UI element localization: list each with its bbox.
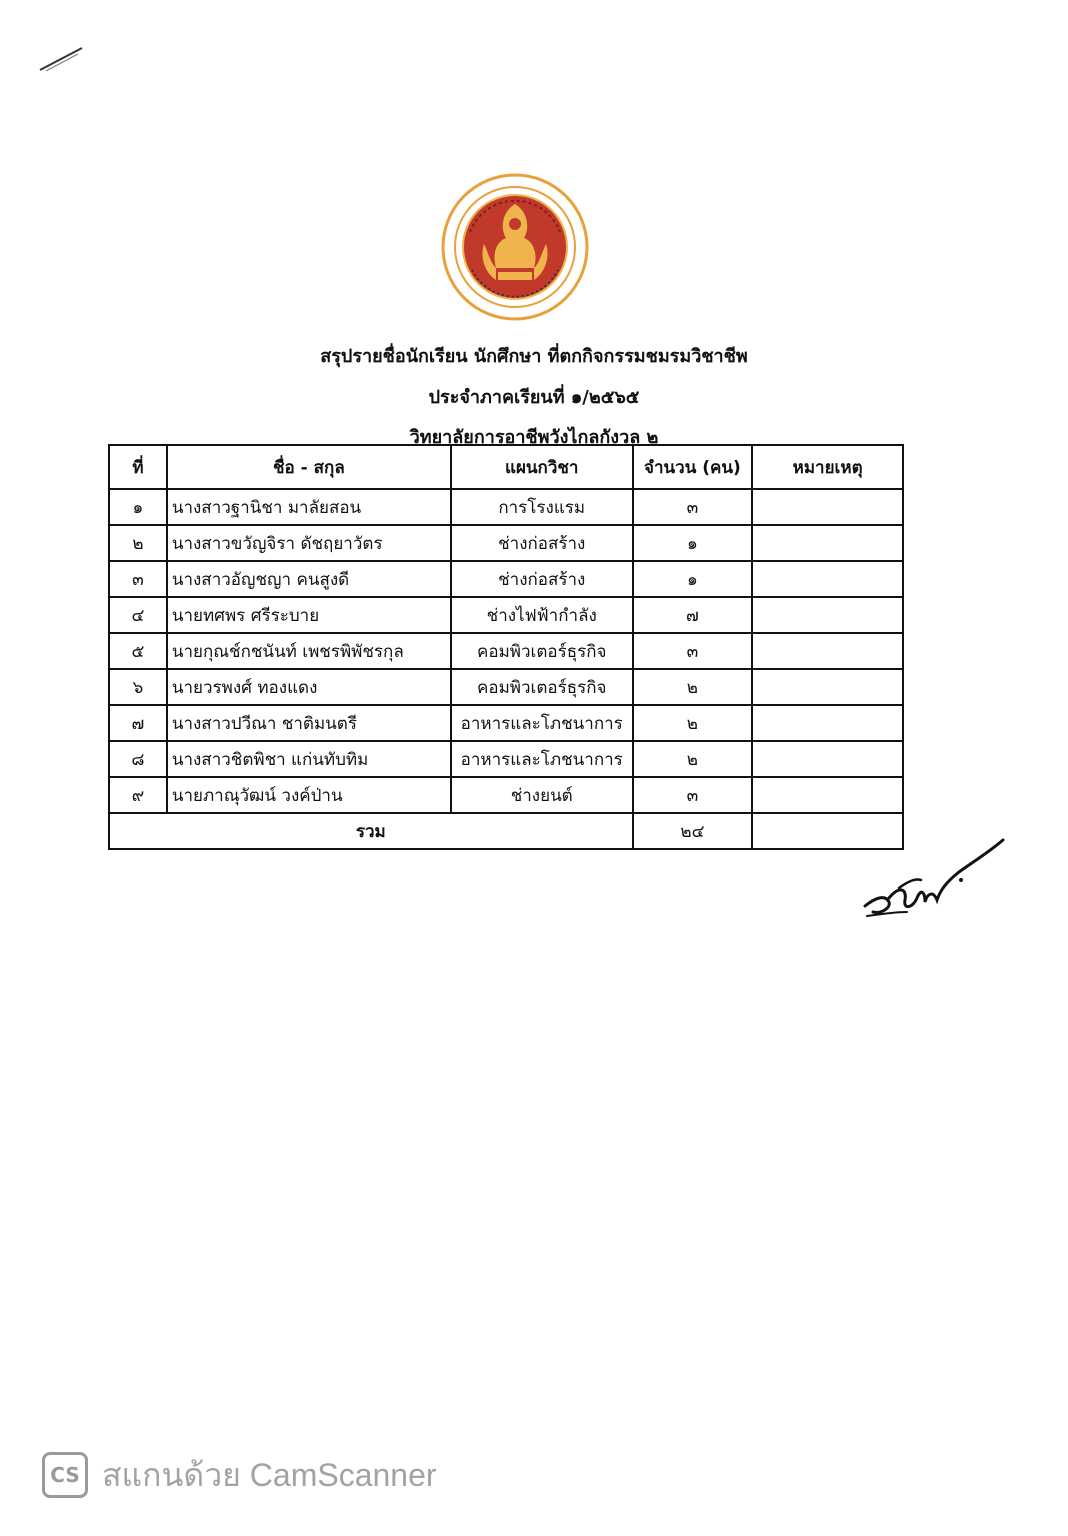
row-name: นางสาวปวีณา ชาติมนตรี: [167, 705, 451, 741]
document-title: สรุปรายชื่อนักเรียน นักศึกษา ที่ตกกิจกรรมชมรมวิชาชีพ: [320, 346, 748, 367]
row-department: การโรงแรม: [451, 489, 633, 525]
table-row: [109, 525, 903, 561]
row-no: ๘: [109, 741, 167, 777]
row-no: ๓: [109, 561, 167, 597]
total-count: ๒๔: [633, 813, 753, 849]
row-department: อาหารและโภชนาการ: [451, 705, 633, 741]
row-no: ๖: [109, 669, 167, 705]
row-count: ๒: [633, 705, 753, 741]
row-remark: [752, 561, 903, 597]
row-count: ๑: [633, 561, 753, 597]
table-row: [109, 669, 903, 705]
row-count: ๒: [633, 669, 753, 705]
camscanner-watermark: [42, 1450, 437, 1500]
column-header-name: ชื่อ - สกุล: [167, 445, 451, 489]
row-remark: [752, 525, 903, 561]
row-no: ๗: [109, 705, 167, 741]
row-remark: [752, 705, 903, 741]
row-remark: [752, 489, 903, 525]
row-no: ๑: [109, 489, 167, 525]
row-remark: [752, 633, 903, 669]
handwritten-signature: [855, 828, 1015, 928]
table-row: [109, 561, 903, 597]
table-row: [109, 705, 903, 741]
row-remark: [752, 777, 903, 813]
camscanner-text: สแกนด้วย CamScanner: [102, 1456, 437, 1493]
row-name: นายกุณช์กชนันท์ เพชรพิพัชรกุล: [167, 633, 451, 669]
row-count: ๓: [633, 633, 753, 669]
column-header-department: แผนกวิชา: [451, 445, 633, 489]
row-department: ช่างก่อสร้าง: [451, 561, 633, 597]
row-count: ๑: [633, 525, 753, 561]
row-department: อาหารและโภชนาการ: [451, 741, 633, 777]
row-department: ช่างยนต์: [451, 777, 633, 813]
table-row: [109, 777, 903, 813]
row-remark: [752, 597, 903, 633]
row-no: ๙: [109, 777, 167, 813]
semester-line: ประจำภาคเรียนที่ ๑/๒๕๖๕: [428, 387, 640, 408]
row-department: คอมพิวเตอร์ธุรกิจ: [451, 669, 633, 705]
column-header-remark: หมายเหตุ: [752, 445, 903, 489]
row-name: นายทศพร ศรีระบาย: [167, 597, 451, 633]
row-no: ๕: [109, 633, 167, 669]
row-name: นายภาณุวัฒน์ วงค์ป่าน: [167, 777, 451, 813]
table-row: [109, 633, 903, 669]
column-header-no: ที่: [109, 445, 167, 489]
college-name: วิทยาลัยการอาชีพวังไกลกังวล ๒: [409, 427, 659, 448]
row-no: ๔: [109, 597, 167, 633]
camscanner-logo-icon: CS: [42, 1452, 88, 1498]
row-name: นายวรพงศ์ ทองแดง: [167, 669, 451, 705]
student-summary-table: [108, 444, 904, 850]
row-no: ๒: [109, 525, 167, 561]
organization-seal-logo: [440, 172, 590, 322]
row-count: ๓: [633, 777, 753, 813]
table-row: [109, 489, 903, 525]
table-row: [109, 741, 903, 777]
row-name: นางสาวขวัญจิรา ดัชฤยาวัตร: [167, 525, 451, 561]
column-header-count: จำนวน (คน): [633, 445, 753, 489]
table-header-row: [109, 445, 903, 489]
row-name: นางสาวชิตพิชา แก่นทับทิม: [167, 741, 451, 777]
row-remark: [752, 741, 903, 777]
table-total-row: [109, 813, 903, 849]
row-department: ช่างไฟฟ้ากำลัง: [451, 597, 633, 633]
row-remark: [752, 669, 903, 705]
row-department: คอมพิวเตอร์ธุรกิจ: [451, 633, 633, 669]
table-row: [109, 597, 903, 633]
total-label: รวม: [109, 813, 633, 849]
row-count: ๒: [633, 741, 753, 777]
row-count: ๗: [633, 597, 753, 633]
row-count: ๓: [633, 489, 753, 525]
row-name: นางสาวอัญชญา คนสูงดี: [167, 561, 451, 597]
pen-mark: [38, 40, 98, 80]
row-name: นางสาวฐานิชา มาลัยสอน: [167, 489, 451, 525]
row-department: ช่างก่อสร้าง: [451, 525, 633, 561]
